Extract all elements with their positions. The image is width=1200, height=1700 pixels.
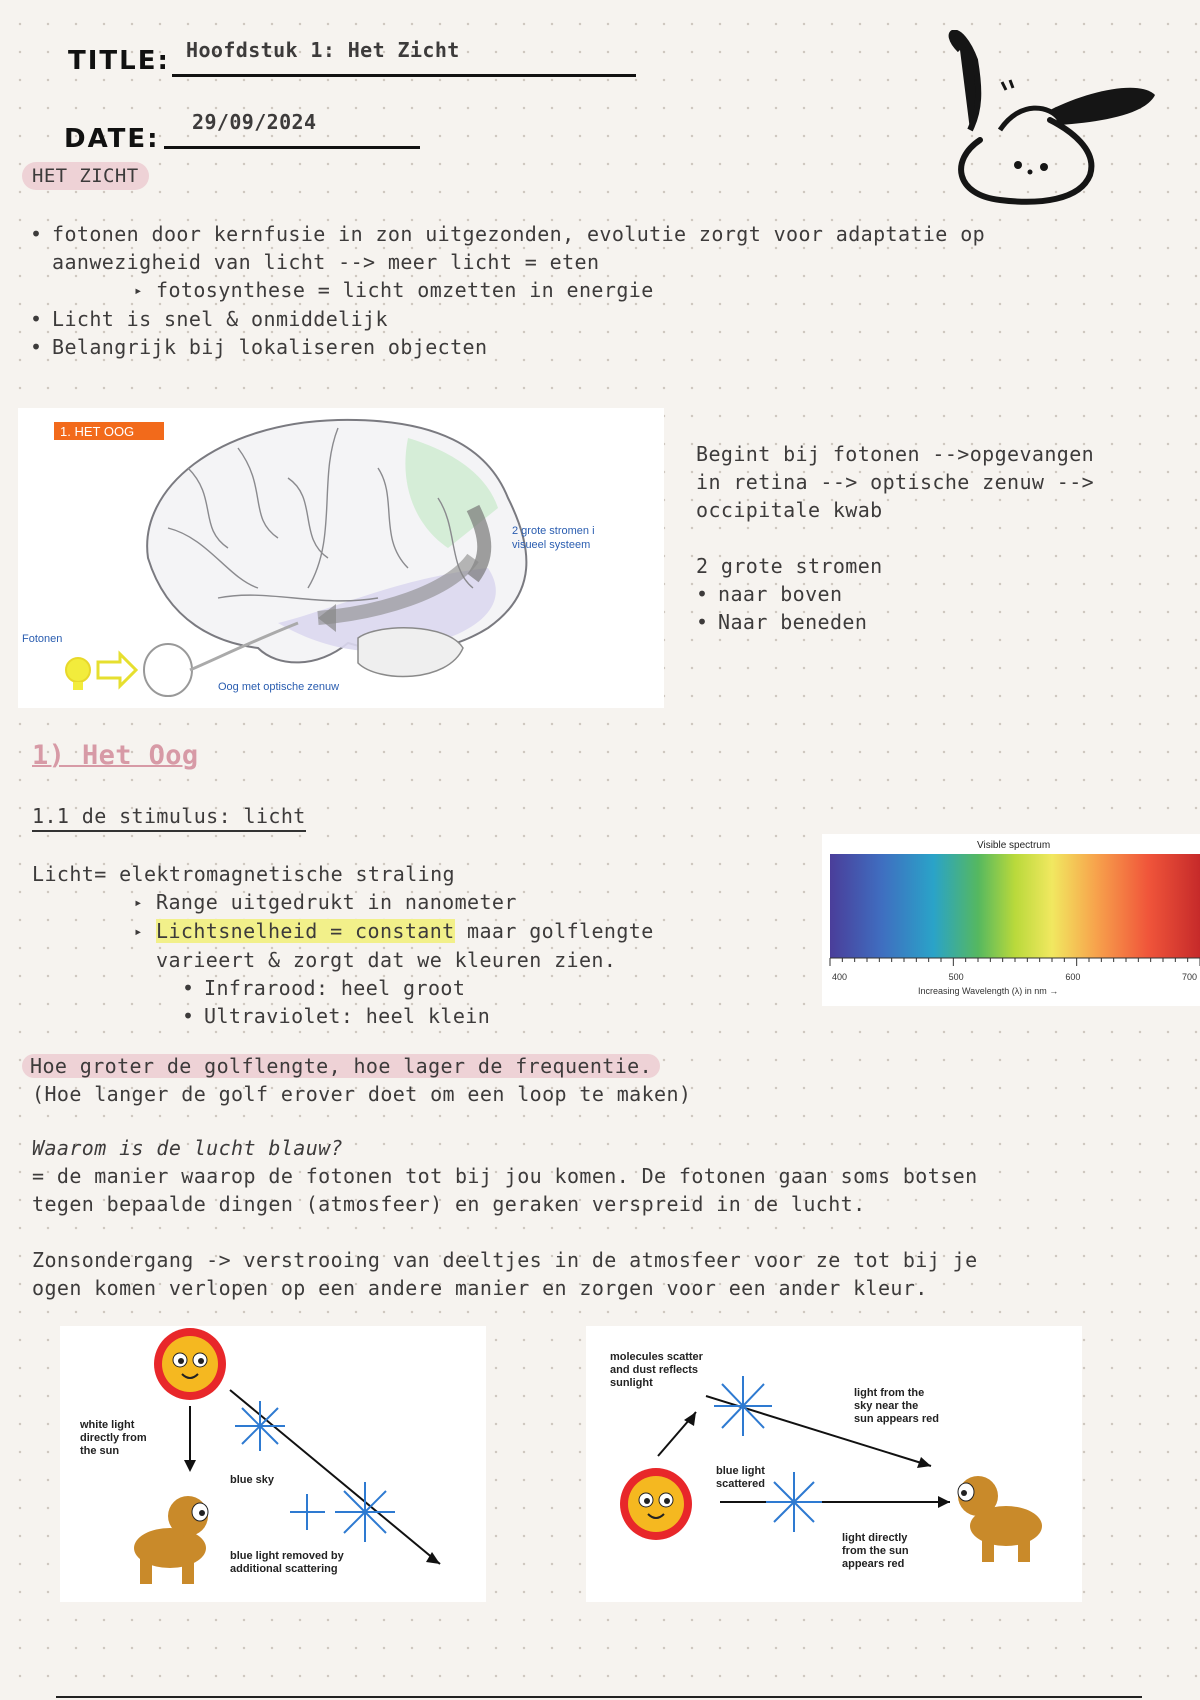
section-heading: 1) Het Oog: [32, 740, 199, 771]
sky-red-label-2: sky near the: [854, 1400, 919, 1412]
title-line: [172, 36, 636, 77]
notes-line-1: Begint bij fotonen -->opgevangen: [696, 442, 1095, 466]
sunset-line-2: ogen komen verlopen op een andere manier en zorgen voor een ander kleur.: [32, 1276, 928, 1300]
arrow-right-icon: [98, 654, 136, 686]
brain-diagram: [18, 408, 664, 708]
intro-bullet-2: • Licht is snel & onmiddelijk: [30, 307, 388, 331]
intro-bullet-1-cont: aanwezigheid van licht --> meer licht = eten: [52, 250, 600, 274]
intro-list: [30, 220, 1190, 361]
molecules-label-1: molecules scatter: [610, 1351, 703, 1363]
sky-answer-2: tegen bepaalde dingen (atmosfeer) en geraken verspreid in de lucht.: [32, 1192, 866, 1216]
spectrum-tick-label: 400: [832, 972, 848, 982]
range-point: ▸ Range uitgedrukt in nanometer: [134, 890, 517, 914]
direct-red-label-3: appears red: [842, 1558, 905, 1570]
spectrum-xlabel: Increasing Wavelength (λ) in nm →: [918, 986, 1059, 996]
frequency-statement: Hoe groter de golflengte, hoe lager de frequentie.: [22, 1054, 660, 1078]
removed-label-1: blue light removed by: [230, 1550, 344, 1562]
brain-figure: [18, 408, 664, 708]
sky-question: Waarom is de lucht blauw?: [32, 1136, 344, 1160]
blue-scattered-label-1: blue light: [716, 1465, 765, 1477]
ultraviolet-point: • Ultraviolet: heel klein: [182, 1004, 491, 1028]
spectrum-figure: [822, 834, 1200, 1006]
date-line: [164, 108, 420, 149]
spectrum-tick-label: 500: [948, 972, 964, 982]
infrared-point: • Infrarood: heel groot: [182, 976, 466, 1000]
sunset-illustration: [586, 1326, 1082, 1602]
date-label: DATE:: [64, 124, 160, 154]
sky-block: [32, 1134, 1192, 1302]
molecules-label-3: sunlight: [610, 1377, 653, 1389]
bunny-doodle-icon: [940, 30, 1170, 210]
scatter-star-icon: [714, 1376, 772, 1436]
sun-icon: [620, 1468, 692, 1540]
direct-red-label-1: light directly: [842, 1532, 908, 1544]
spectrum-chart: [822, 834, 1200, 1006]
direct-red-label-2: from the sun: [842, 1545, 909, 1557]
sunset-line-1: Zonsondergang -> verstrooing van deeltjes in de atmosfeer voor ze tot bij je: [32, 1248, 978, 1272]
date-value: 29/09/2024: [192, 110, 317, 134]
figure-tag: 1. HET OOG: [60, 424, 135, 439]
sun-icon: [154, 1328, 226, 1400]
sky-answer-1: = de manier waarop de fotonen tot bij jou komen. De fotonen gaan soms botsen: [32, 1164, 978, 1188]
definition-line: Licht= elektromagnetische straling: [32, 862, 455, 886]
notes-bullet-1: • naar boven: [696, 582, 843, 606]
title-label: TITLE:: [68, 46, 170, 76]
lightbulb-icon: [66, 658, 90, 690]
blue-sky-label: blue sky: [230, 1474, 275, 1486]
spectrum-bar: [830, 854, 1200, 958]
eye-icon: [144, 644, 192, 696]
stream-label-1: 2 grote stromen i: [512, 525, 595, 537]
white-light-label-1: white light: [80, 1419, 135, 1431]
intro-sub-bullet: ▸ fotosynthese = licht omzetten in energie: [134, 278, 654, 302]
section-tag: HET ZICHT: [22, 162, 149, 190]
notes-line-4: 2 grote stromen: [696, 554, 883, 578]
blue-scattered-label-2: scattered: [716, 1478, 765, 1490]
speed-point: ▸ Lichtsnelheid = constant maar golflengte: [134, 919, 654, 943]
spectrum-title: Visible spectrum: [977, 840, 1051, 851]
dog-icon: [134, 1496, 208, 1584]
spectrum-tick-label: 700: [1182, 972, 1198, 982]
sky-red-label-1: light from the: [854, 1387, 925, 1399]
frequency-note: (Hoe langer de golf erover doet om een loop te maken): [32, 1082, 692, 1106]
white-light-label-3: the sun: [80, 1445, 120, 1457]
removed-label-2: additional scattering: [230, 1563, 338, 1575]
intro-bullet-3: • Belangrijk bij lokaliseren objecten: [30, 335, 488, 359]
title-value: Hoofdstuk 1: Het Zicht: [186, 38, 460, 62]
molecules-label-2: and dust reflects: [610, 1364, 699, 1376]
dog-icon: [958, 1476, 1042, 1562]
speed-point-cont: varieert & zorgt dat we kleuren zien.: [156, 948, 617, 972]
notes-line-3: occipitale kwab: [696, 498, 883, 522]
sub-heading: 1.1 de stimulus: licht: [32, 802, 306, 832]
photons-label: Fotonen: [22, 633, 63, 645]
bottom-rule: [56, 1696, 1142, 1698]
scatter-star-icon: [290, 1482, 395, 1542]
stream-label-2: visueel systeem: [512, 539, 591, 551]
spectrum-tick-label: 600: [1065, 972, 1081, 982]
white-light-label-2: directly from: [80, 1432, 147, 1444]
notes-line-2: in retina --> optische zenuw -->: [696, 470, 1095, 494]
intro-bullet-1: • fotonen door kernfusie in zon uitgezonden, evolutie zorgt voor adaptatie op: [30, 222, 986, 246]
frequency-block: [22, 1052, 1182, 1108]
notes-bullet-2: • Naar beneden: [696, 610, 868, 634]
scatter-star-icon: [766, 1472, 822, 1532]
light-definition: [32, 860, 832, 1030]
eye-label: Oog met optische zenuw: [218, 681, 340, 693]
blue-sky-illustration: [60, 1326, 486, 1602]
scatter-star-icon: [235, 1401, 285, 1451]
brain-notes: [696, 440, 1176, 636]
sky-red-label-3: sun appears red: [854, 1413, 939, 1425]
speed-highlight: Lichtsnelheid = constant: [156, 919, 455, 943]
